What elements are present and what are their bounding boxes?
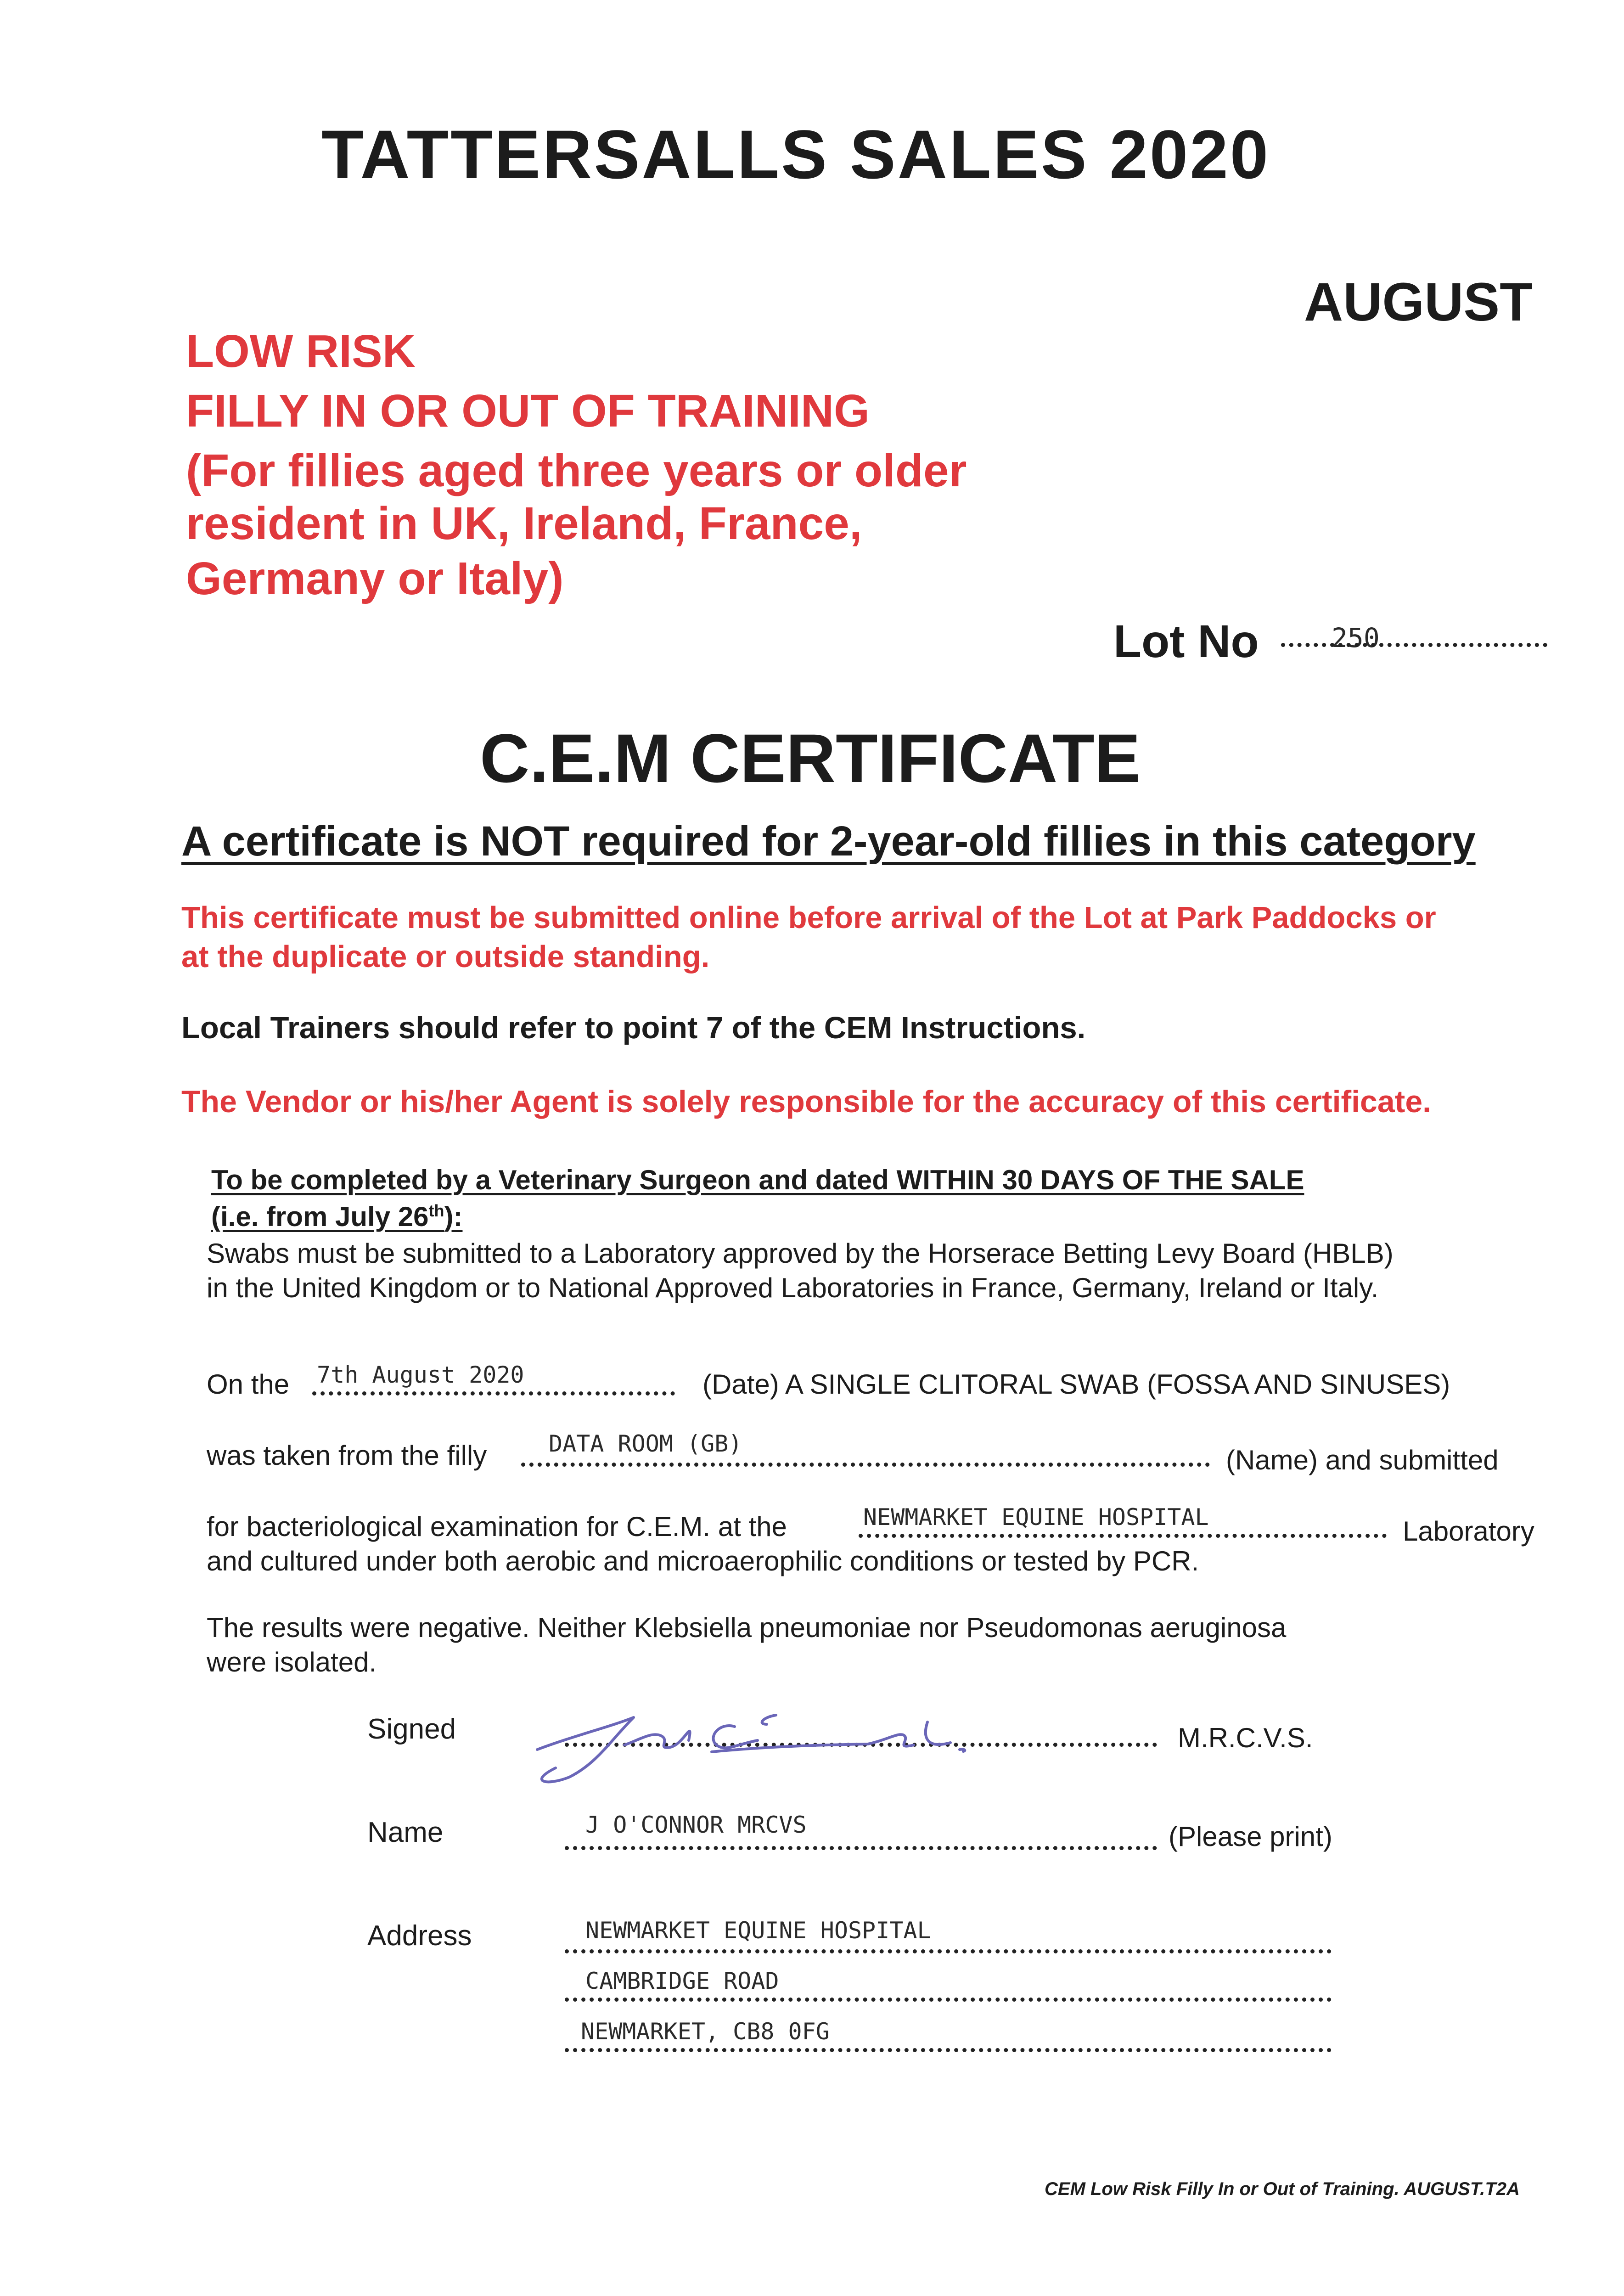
laboratory-field[interactable] (859, 1534, 1387, 1538)
address-line: CAMBRIDGE ROAD (585, 1968, 779, 1994)
handwritten-signature (519, 1690, 1047, 1795)
category-title: FILLY IN OR OUT OF TRAINING (186, 385, 870, 437)
lab-requirement-line: Swabs must be submitted to a Laboratory approved by the Horserace Betting Levy Board (HBLB) (207, 1238, 1394, 1269)
date-field[interactable] (312, 1391, 675, 1396)
certificate-title: C.E.M CERTIFICATE (480, 720, 1141, 797)
page-title: TATTERSALLS SALES 2020 (321, 116, 1270, 193)
risk-level: LOW RISK (186, 326, 416, 377)
results-line: The results were negative. Neither Klebsiella pneumoniae nor Pseudomonas aeruginosa (207, 1612, 1287, 1643)
laboratory-value: NEWMARKET EQUINE HOSPITAL (863, 1504, 1209, 1531)
submit-notice-line: This certificate must be submitted online before arrival of the Lot at Park Paddocks or (181, 900, 1436, 935)
address-line: NEWMARKET, CB8 0FG (581, 2018, 830, 2045)
date-range-note: (i.e. from July 26th): (211, 1201, 463, 1232)
taken-from-label: was taken from the filly (207, 1440, 487, 1471)
form-code-footer: CEM Low Risk Filly In or Out of Training. AUGUST.T2A (1045, 2179, 1520, 2199)
lot-number-field[interactable] (1281, 643, 1547, 647)
address-line: NEWMARKET EQUINE HOSPITAL (585, 1917, 931, 1944)
category-desc-line: resident in UK, Ireland, France, (186, 498, 862, 549)
lab-requirement-line: in the United Kingdom or to National Approved Laboratories in France, Germany, Ireland or Italy. (207, 1272, 1379, 1303)
lot-label: Lot No (1113, 616, 1259, 667)
local-trainers-note: Local Trainers should refer to point 7 of the CEM Instructions. (181, 1011, 1086, 1045)
address-field-line-2[interactable] (565, 1998, 1332, 2002)
filly-name-field[interactable] (521, 1463, 1210, 1467)
sale-month: AUGUST (1304, 272, 1533, 332)
category-desc-line: (For fillies aged three years or older (186, 445, 967, 496)
submit-notice-line: at the duplicate or outside standing. (181, 940, 710, 974)
lot-number-value: 250 (1332, 622, 1380, 653)
exam-label: for bacteriological examination for C.E.M. at the (207, 1511, 787, 1542)
culture-conditions: and cultured under both aerobic and microaerophilic conditions or tested by PCR. (207, 1546, 1199, 1576)
name-suffix: (Name) and submitted (1226, 1445, 1499, 1475)
date-value: 7th August 2020 (317, 1362, 524, 1388)
signed-label: Signed (367, 1713, 456, 1745)
mrcvs-suffix: M.R.C.V.S. (1178, 1722, 1313, 1753)
on-the-label: On the (207, 1369, 290, 1400)
vet-instruction: To be completed by a Veterinary Surgeon and dated WITHIN 30 DAYS OF THE SALE (211, 1165, 1304, 1195)
please-print-suffix: (Please print) (1169, 1821, 1332, 1852)
address-field-line-3[interactable] (565, 2048, 1332, 2052)
vendor-responsibility-notice: The Vendor or his/her Agent is solely responsible for the accuracy of this certificate. (181, 1084, 1432, 1119)
name-field[interactable] (565, 1846, 1157, 1850)
not-required-notice: A certificate is NOT required for 2-year-old fillies in this category (181, 818, 1476, 865)
category-desc-line: Germany or Italy) (186, 553, 564, 604)
filly-name-value: DATA ROOM (GB) (549, 1430, 742, 1457)
address-field-line-1[interactable] (565, 1949, 1332, 1953)
name-label: Name (367, 1817, 444, 1848)
results-line: were isolated. (207, 1647, 377, 1677)
name-value: J O'CONNOR MRCVS (585, 1812, 807, 1838)
address-label: Address (367, 1920, 472, 1952)
date-suffix: (Date) A SINGLE CLITORAL SWAB (FOSSA AND SINUSES) (702, 1369, 1450, 1400)
laboratory-suffix: Laboratory (1403, 1516, 1534, 1547)
